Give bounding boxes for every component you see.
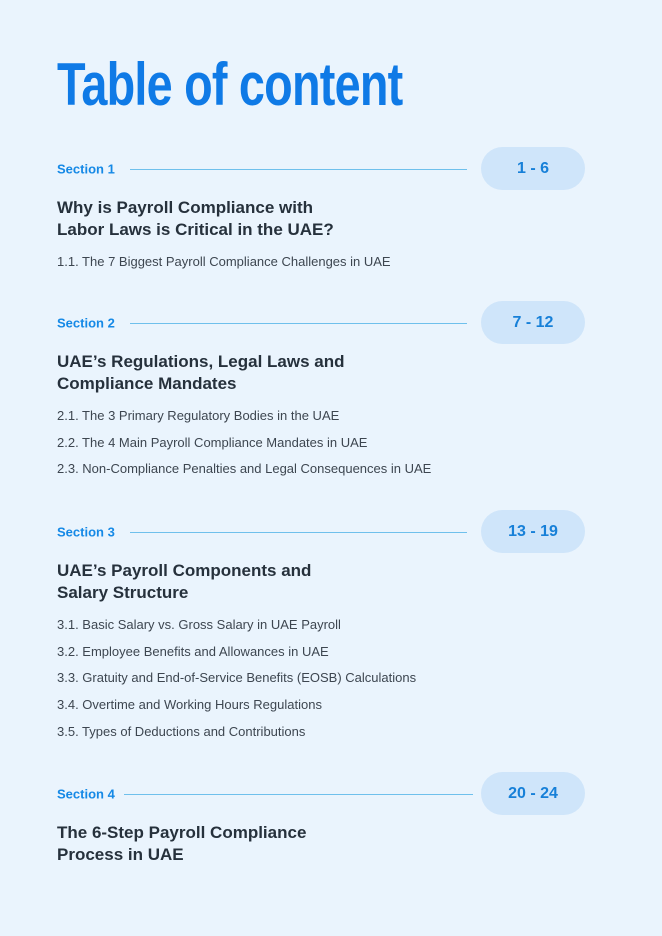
subsection-item[interactable]: 3.2. Employee Benefits and Allowances in UAE — [57, 643, 329, 659]
section-label: Section 3 — [57, 524, 115, 540]
subsection-item[interactable]: 3.3. Gratuity and End-of-Service Benefits (EOSB) Calculations — [57, 670, 417, 686]
section-label: Section 2 — [57, 315, 115, 331]
subsection-item[interactable]: 2.1. The 3 Primary Regulatory Bodies in the UAE — [57, 408, 340, 423]
section-label: Section 1 — [57, 161, 115, 177]
section-divider — [130, 323, 467, 324]
section-title-line: The 6-Step Payroll Compliance — [57, 823, 307, 842]
subsection-list — [57, 617, 585, 740]
section-title[interactable] — [57, 351, 377, 395]
section-title-line: Labor Laws is Critical in the UAE? — [57, 220, 334, 239]
section-label: Section 4 — [57, 786, 115, 802]
section-header — [57, 772, 585, 816]
section-title[interactable] — [57, 822, 377, 866]
section-title-line: Process in UAE — [57, 845, 184, 864]
page-range-badge[interactable]: 7 - 12 — [481, 301, 585, 344]
subsection-list — [57, 408, 585, 477]
page-range-badge[interactable]: 20 - 24 — [481, 772, 585, 815]
section-title[interactable] — [57, 560, 377, 604]
section-divider — [130, 169, 467, 170]
subsection-item[interactable]: 1.1. The 7 Biggest Payroll Compliance Challenges in UAE — [57, 254, 391, 269]
subsection-item[interactable]: 3.4. Overtime and Working Hours Regulations — [57, 697, 322, 713]
subsection-item[interactable]: 2.2. The 4 Main Payroll Compliance Mandates in UAE — [57, 434, 368, 450]
section-title-line: Salary Structure — [57, 583, 189, 602]
page-title: Table of content — [57, 51, 403, 118]
subsection-item[interactable]: 3.5. Types of Deductions and Contributions — [57, 723, 306, 739]
section-divider — [130, 532, 467, 533]
section-header — [57, 147, 585, 191]
toc-section-2[interactable] — [57, 301, 585, 488]
section-title-line: UAE’s Regulations, Legal Laws and — [57, 352, 345, 371]
toc-section-4[interactable] — [57, 772, 585, 866]
toc-section-3[interactable] — [57, 510, 585, 750]
section-title-line: UAE’s Payroll Components and — [57, 561, 312, 580]
page-range-badge[interactable]: 13 - 19 — [481, 510, 585, 553]
section-header — [57, 301, 585, 345]
section-title[interactable] — [57, 197, 377, 241]
section-title-line: Why is Payroll Compliance with — [57, 198, 313, 217]
section-header — [57, 510, 585, 554]
section-title-line: Compliance Mandates — [57, 374, 237, 393]
subsection-item[interactable]: 3.1. Basic Salary vs. Gross Salary in UAE Payroll — [57, 617, 341, 632]
section-divider — [124, 794, 473, 795]
subsection-list — [57, 254, 585, 270]
subsection-item[interactable]: 2.3. Non-Compliance Penalties and Legal Consequences in UAE — [57, 461, 432, 477]
toc-section-1[interactable] — [57, 147, 585, 281]
page-range-badge[interactable]: 1 - 6 — [481, 147, 585, 190]
